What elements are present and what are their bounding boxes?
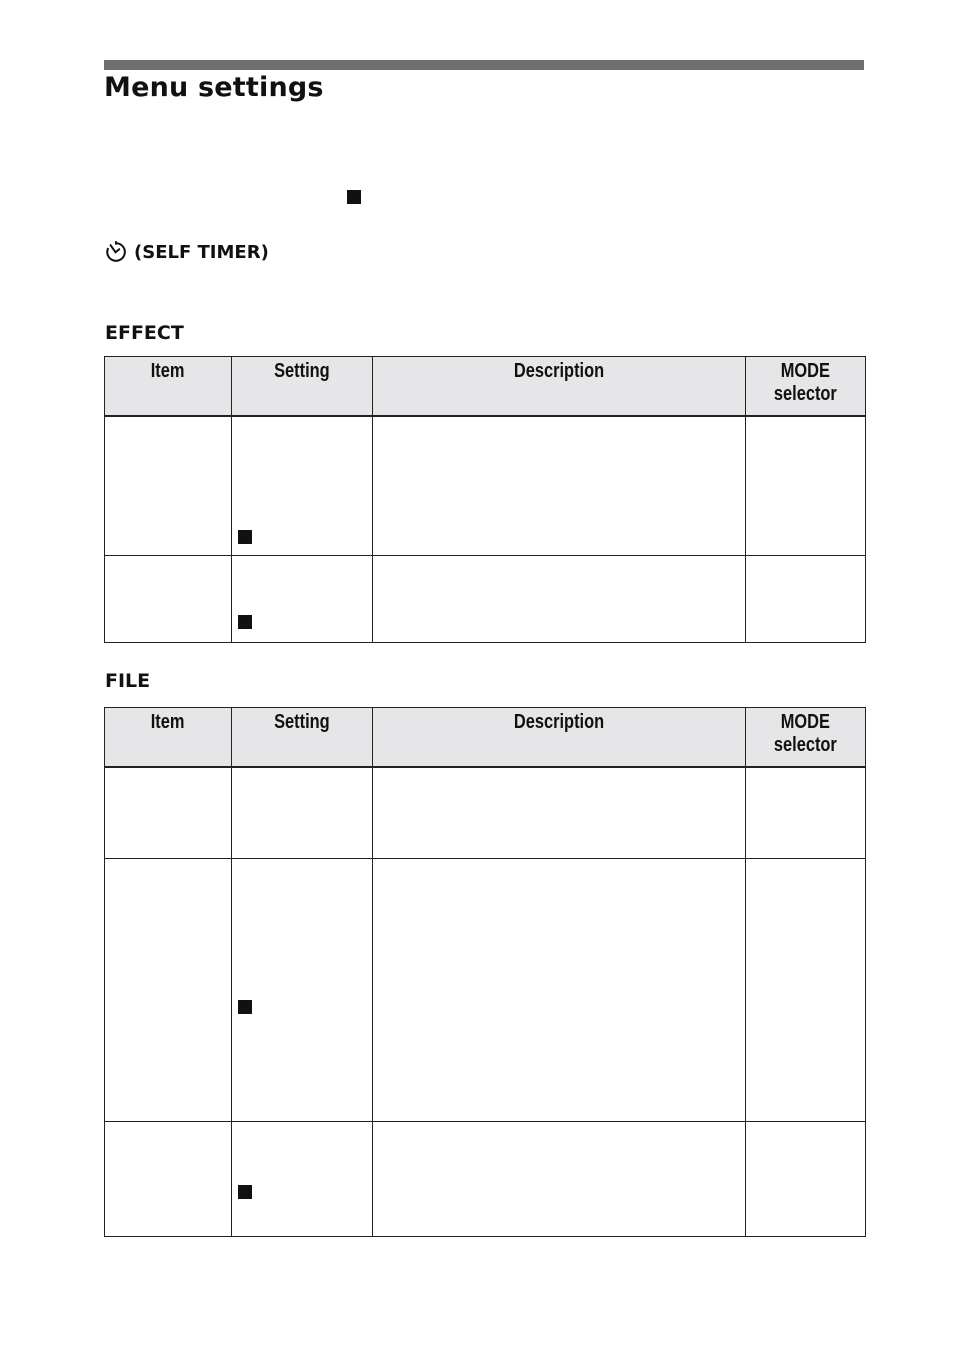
default-setting-marker-icon (238, 615, 252, 629)
description-cell (373, 858, 746, 1121)
item-cell (105, 555, 232, 642)
file-table (104, 707, 866, 1237)
setting-cell (232, 1121, 373, 1236)
table-row (105, 1121, 866, 1236)
effect-table (104, 356, 866, 643)
mode-selector-cell (746, 416, 866, 555)
column-header-mode-selector: MODE selector (746, 708, 866, 768)
item-cell (105, 767, 232, 858)
item-cell (105, 416, 232, 555)
column-header-description: Description (373, 708, 746, 768)
default-setting-marker-icon (347, 190, 361, 204)
mode-selector-cell (746, 555, 866, 642)
setting-cell (232, 767, 373, 858)
file-section-title: FILE (105, 670, 151, 692)
column-header-item: Item (105, 357, 232, 417)
self-timer-icon (104, 240, 128, 264)
mode-selector-cell (746, 1121, 866, 1236)
effect-table-header (105, 357, 866, 417)
column-header-mode-selector: MODE selector (746, 357, 866, 417)
setting-cell (232, 858, 373, 1121)
file-table-header (105, 708, 866, 768)
column-header-setting: Setting (232, 708, 373, 768)
default-setting-marker-icon (238, 530, 252, 544)
setting-cell (232, 416, 373, 555)
mode-selector-cell (746, 858, 866, 1121)
column-header-description: Description (373, 357, 746, 417)
effect-section-title: EFFECT (105, 322, 184, 344)
item-cell (105, 858, 232, 1121)
setting-cell (232, 555, 373, 642)
column-header-setting: Setting (232, 357, 373, 417)
item-cell (105, 1121, 232, 1236)
self-timer-label: (SELF TIMER) (134, 241, 269, 263)
table-row (105, 416, 866, 555)
table-row (105, 858, 866, 1121)
description-cell (373, 416, 746, 555)
table-row (105, 767, 866, 858)
description-cell (373, 1121, 746, 1236)
self-timer-heading (104, 240, 269, 264)
description-cell (373, 555, 746, 642)
default-setting-marker-icon (238, 1185, 252, 1199)
default-setting-marker-icon (238, 1000, 252, 1014)
description-cell (373, 767, 746, 858)
column-header-item: Item (105, 708, 232, 768)
title-rule (104, 60, 864, 70)
mode-selector-cell (746, 767, 866, 858)
page-title: Menu settings (104, 72, 324, 103)
table-row (105, 555, 866, 642)
